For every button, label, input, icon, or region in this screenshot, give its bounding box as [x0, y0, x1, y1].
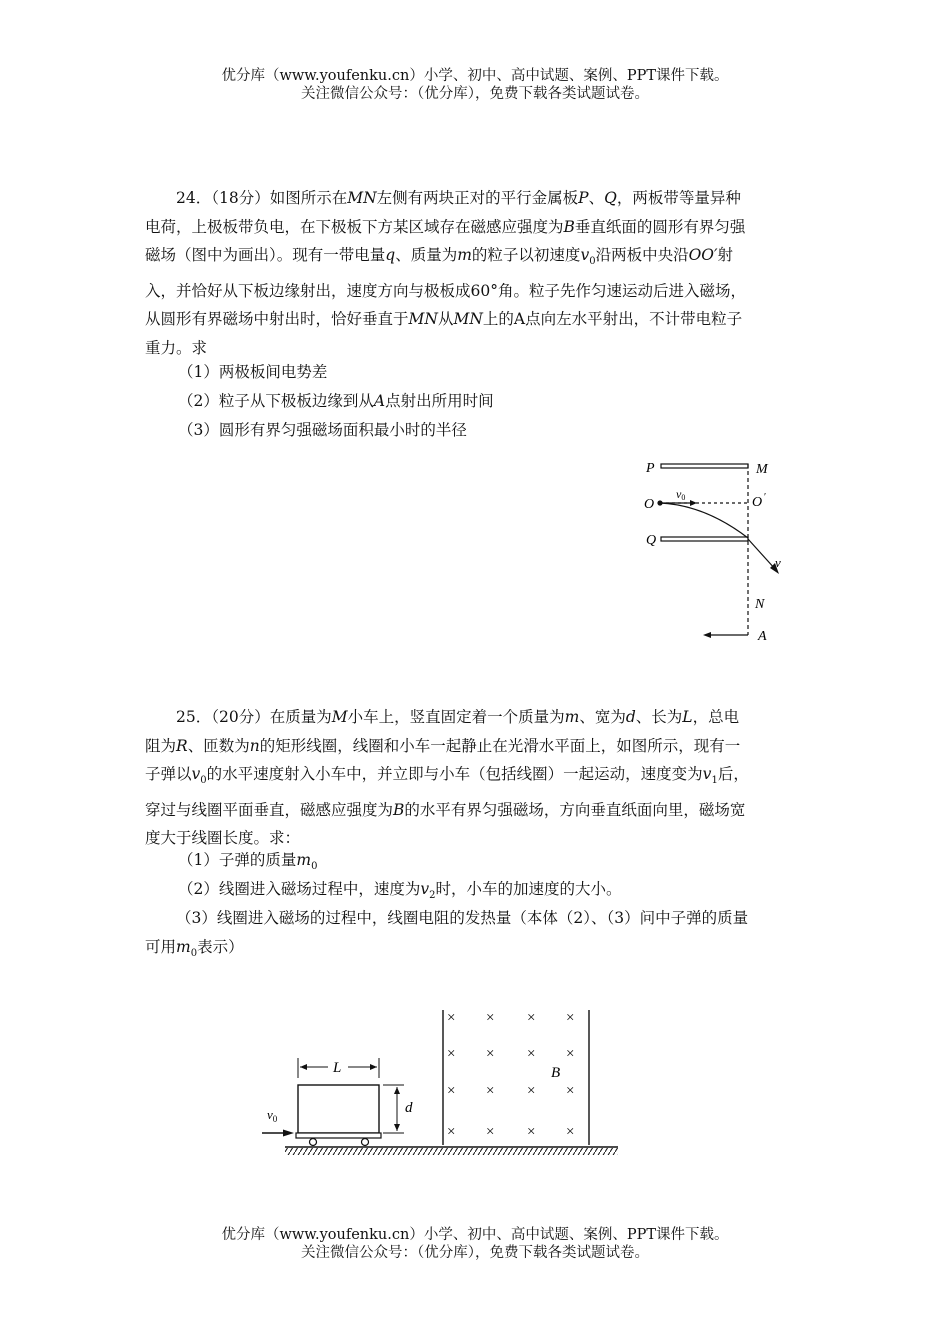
q25-sub-3: （3）线圈进入磁场的过程中，线圈电阻的发热量（本体（2）、（3）问中子弹的质量 可用$m_0$表示）	[145, 909, 749, 959]
q25-line-5: 度大于线圈长度。求：	[145, 829, 301, 848]
q25-line-1: 25．（20分）在质量为M小车上，竖直固定着一个质量为m、宽为d、长为L，总电	[176, 708, 740, 726]
field-cross: ×	[527, 1083, 536, 1099]
q25-line-4: 穿过与线圈平面垂直，磁感应强度为B的水平有界匀强磁场，方向垂直纸面向里，磁场宽	[145, 800, 746, 819]
q24-sub-3: （3）圆形有界匀强磁场面积最小时的半径	[178, 421, 467, 439]
label-a: A	[758, 629, 767, 644]
q24-sub-2: （2）粒子从下极板边缘到从A点射出所用时间	[178, 392, 494, 410]
wheel-left	[310, 1139, 317, 1146]
page-header	[0, 67, 950, 103]
q24-line-1: 24．（18分）如图所示在MN左侧有两块正对的平行金属板P、Q，两板带等量异种	[176, 189, 741, 207]
field-cross: ×	[486, 1010, 495, 1026]
field-cross: ×	[527, 1124, 536, 1140]
header-line-1: 优分库（www.youfenku.cn）小学、初中、高中试题、案例、PPT课件下载。	[221, 68, 729, 84]
field-cross: ×	[486, 1083, 495, 1099]
q25-line-3: 子弹以$v_0$的水平速度射入小车中，并立即与小车（包括线圈）一起运动，速度变为$v_1$后，	[145, 765, 749, 787]
label-o: O	[644, 497, 655, 512]
header-line-2: 关注微信公众号：（优分库），免费下载各类试题试卷。	[301, 86, 649, 102]
label-m: M	[756, 462, 768, 477]
label-d: d	[405, 1100, 413, 1116]
label-l: L	[333, 1060, 342, 1076]
field-cross: ×	[447, 1010, 456, 1026]
field-cross: ×	[566, 1046, 575, 1062]
q25-sub-1: （1）子弹的质量$m_0$	[178, 851, 318, 873]
field-cross: ×	[486, 1124, 495, 1140]
q25-sub-2: （2）线圈进入磁场过程中，速度为$v_2$时，小车的加速度的大小。	[178, 880, 622, 902]
exit-velocity-arrow	[748, 539, 776, 570]
cart	[296, 1133, 381, 1138]
field-cross: ×	[447, 1083, 456, 1099]
field-cross: ×	[566, 1083, 575, 1099]
footer-line-2: 关注微信公众号：（优分库），免费下载各类试题试卷。	[301, 1245, 649, 1261]
field-cross: ×	[527, 1010, 536, 1026]
label-v0: $v_0$	[267, 1107, 278, 1124]
label-q: Q	[646, 533, 657, 548]
field-cross: ×	[527, 1046, 536, 1062]
label-b: B	[551, 1065, 561, 1081]
field-cross: ×	[566, 1010, 575, 1026]
q24-sub-1: （1）两极板间电势差	[178, 363, 328, 381]
q24-line-3: 磁场（图中为画出）。现有一带电量q、质量为m的粒子以初速度$v_0$沿两板中央沿OO′射	[145, 246, 734, 268]
q24-line-5: 从圆形有界磁场中射出时，恰好垂直于MN从MN上的A点向左水平射出，不计带电粒子	[145, 310, 743, 329]
coil	[298, 1085, 379, 1133]
question-24	[145, 184, 807, 363]
label-v0: v0	[676, 487, 686, 502]
label-v: v	[775, 555, 781, 570]
field-cross: ×	[566, 1124, 575, 1140]
question-25	[145, 703, 807, 853]
figure-24	[630, 455, 800, 650]
q24-line-2: 电荷，上极板带负电，在下极板下方某区域存在磁感应强度为B垂直纸面的圆形有界匀强	[145, 217, 746, 236]
label-n: N	[755, 597, 765, 612]
plate-q	[661, 537, 748, 541]
plate-p	[661, 464, 748, 468]
figure-25	[250, 1000, 630, 1165]
label-o-prime: O	[752, 495, 763, 510]
footer-line-1: 优分库（www.youfenku.cn）小学、初中、高中试题、案例、PPT课件下载。	[221, 1227, 729, 1243]
svg-text:′: ′	[764, 492, 767, 503]
q25-line-2: 阻为R、匝数为n的矩形线圈，线圈和小车一起静止在光滑水平面上，如图所示，现有一	[145, 736, 741, 755]
q24-line-4: 入，并恰好从下板边缘射出，速度方向与极板成60°角。粒子先作匀速运动后进入磁场，	[145, 281, 746, 300]
field-cross: ×	[447, 1124, 456, 1140]
label-p: P	[646, 461, 655, 476]
particle-trajectory	[660, 503, 748, 538]
ground-hatch	[285, 1148, 618, 1155]
q24-line-6: 重力。求	[145, 339, 208, 358]
wheel-right	[362, 1139, 369, 1146]
field-cross: ×	[486, 1046, 495, 1062]
field-cross: ×	[447, 1046, 456, 1062]
page-footer	[0, 1226, 950, 1262]
